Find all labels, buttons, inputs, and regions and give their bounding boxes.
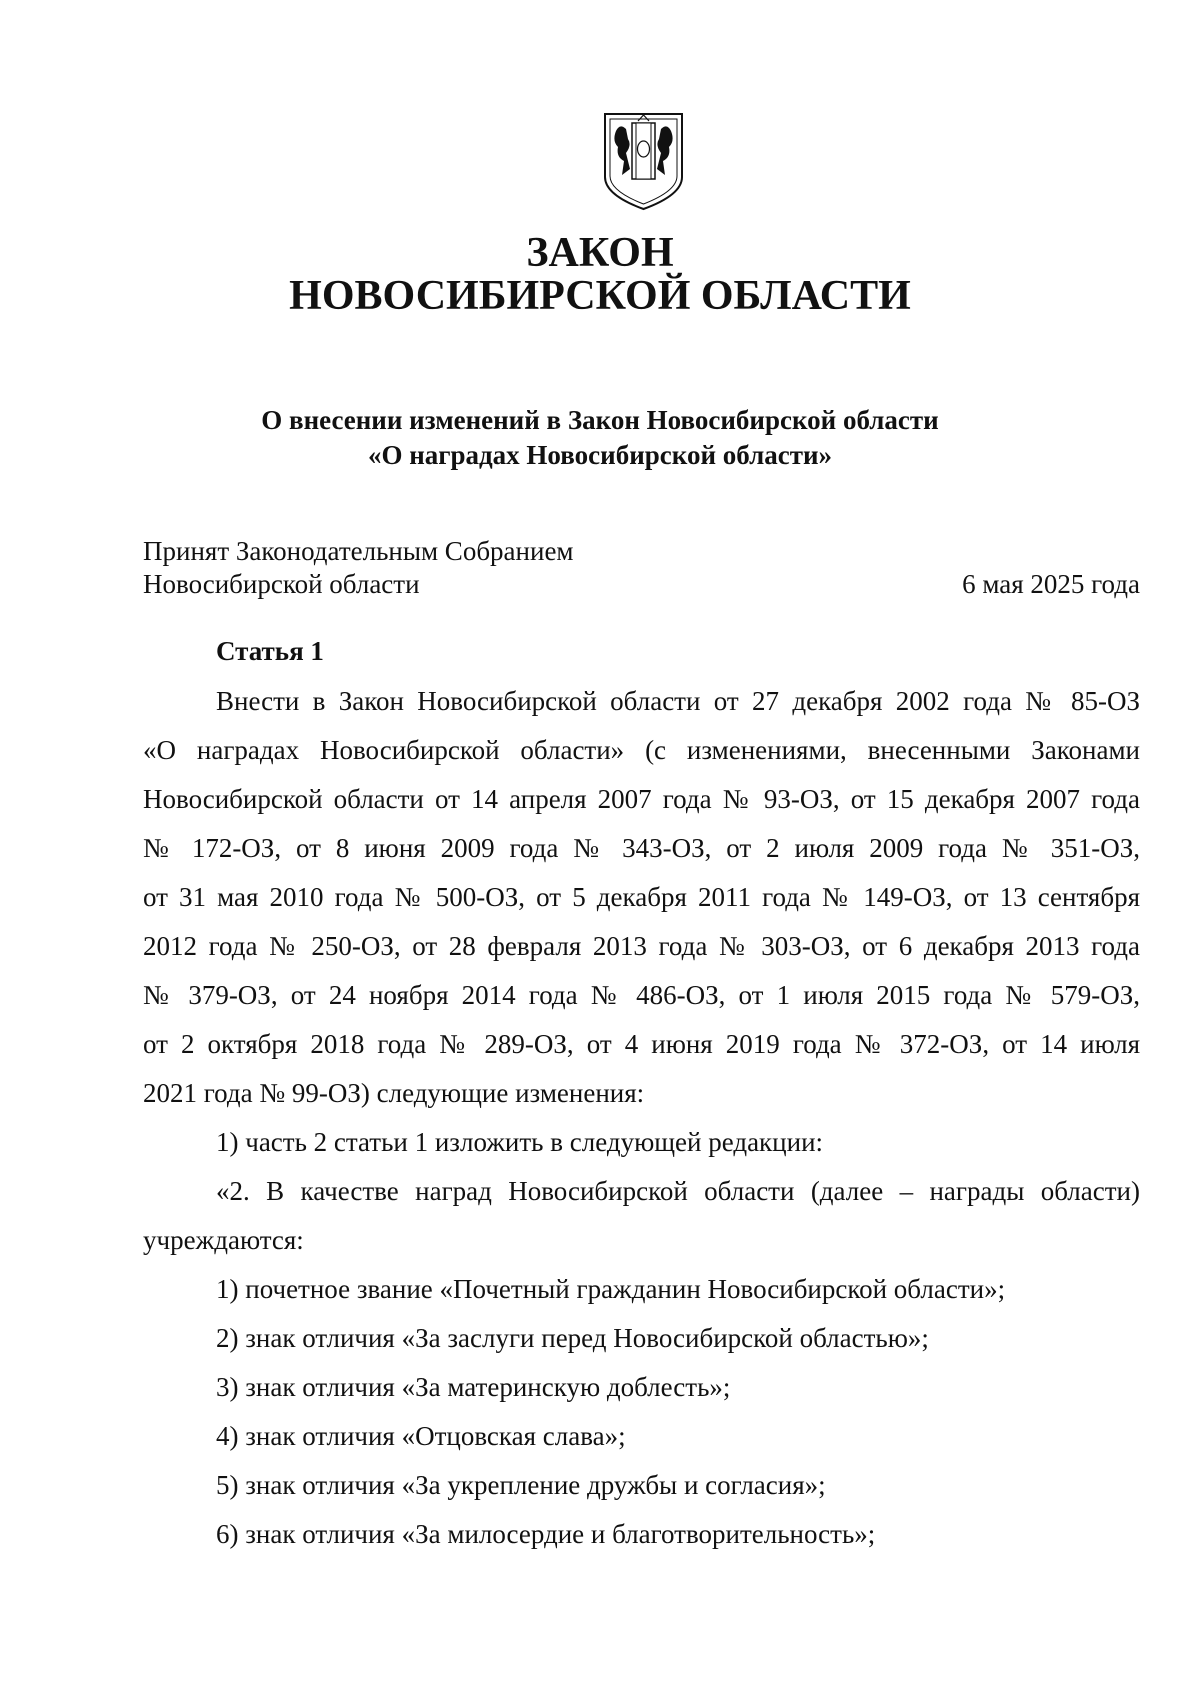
intro-line: от 2 октября 2018 года № 289-ОЗ, от 4 июня 2019 года № 372-ОЗ, от 14 июля	[143, 1029, 1140, 1059]
document-title-line2: НОВОСИБИРСКОЙ ОБЛАСТИ	[289, 273, 911, 319]
intro-line: № 172-ОЗ, от 8 июня 2009 года № 343-ОЗ, от 2 июля 2009 года № 351-ОЗ,	[143, 833, 1140, 863]
intro-line: Внести в Закон Новосибирской области от 27 декабря 2002 года № 85-ОЗ	[216, 686, 1140, 716]
intro-line: Новосибирской области от 14 апреля 2007 года № 93-ОЗ, от 15 декабря 2007 года	[143, 784, 1140, 814]
article-item-1: 1) часть 2 статьи 1 изложить в следующей редакции:	[216, 1127, 824, 1157]
intro-line: 2012 года № 250-ОЗ, от 28 февраля 2013 года № 303-ОЗ, от 6 декабря 2013 года	[143, 931, 1140, 961]
award-item: 3) знак отличия «За материнскую доблесть»;	[216, 1372, 731, 1402]
adoption-line2: Новосибирской области	[143, 569, 420, 599]
document-subtitle-line1: О внесении изменений в Закон Новосибирской области	[261, 405, 939, 435]
award-item: 1) почетное звание «Почетный гражданин Новосибирской области»;	[216, 1274, 1006, 1304]
coat-of-arms-emblem	[602, 109, 685, 212]
adoption-line1: Принят Законодательным Собранием	[143, 536, 574, 566]
award-item: 5) знак отличия «За укрепление дружбы и согласия»;	[216, 1470, 826, 1500]
article-heading: Статья 1	[216, 636, 324, 666]
award-item: 4) знак отличия «Отцовская слава»;	[216, 1421, 626, 1451]
award-item: 2) знак отличия «За заслуги перед Новосибирской областью»;	[216, 1323, 929, 1353]
document-title-line1: ЗАКОН	[526, 230, 674, 276]
intro-line: № 379-ОЗ, от 24 ноября 2014 года № 486-ОЗ, от 1 июля 2015 года № 579-ОЗ,	[143, 980, 1140, 1010]
award-item: 6) знак отличия «За милосердие и благотворительность»;	[216, 1519, 876, 1549]
adoption-date: 6 мая 2025 года	[962, 569, 1140, 599]
intro-line: «О наградах Новосибирской области» (с изменениями, внесенными Законами	[143, 735, 1140, 765]
document-subtitle-line2: «О наградах Новосибирской области»	[367, 440, 833, 470]
quote-line: «2. В качестве наград Новосибирской области (далее – награды области)	[216, 1176, 1140, 1206]
quote-line: учреждаются:	[143, 1225, 304, 1255]
intro-line: 2021 года № 99-ОЗ) следующие изменения:	[143, 1078, 645, 1108]
intro-line: от 31 мая 2010 года № 500-ОЗ, от 5 декабря 2011 года № 149-ОЗ, от 13 сентября	[143, 882, 1140, 912]
